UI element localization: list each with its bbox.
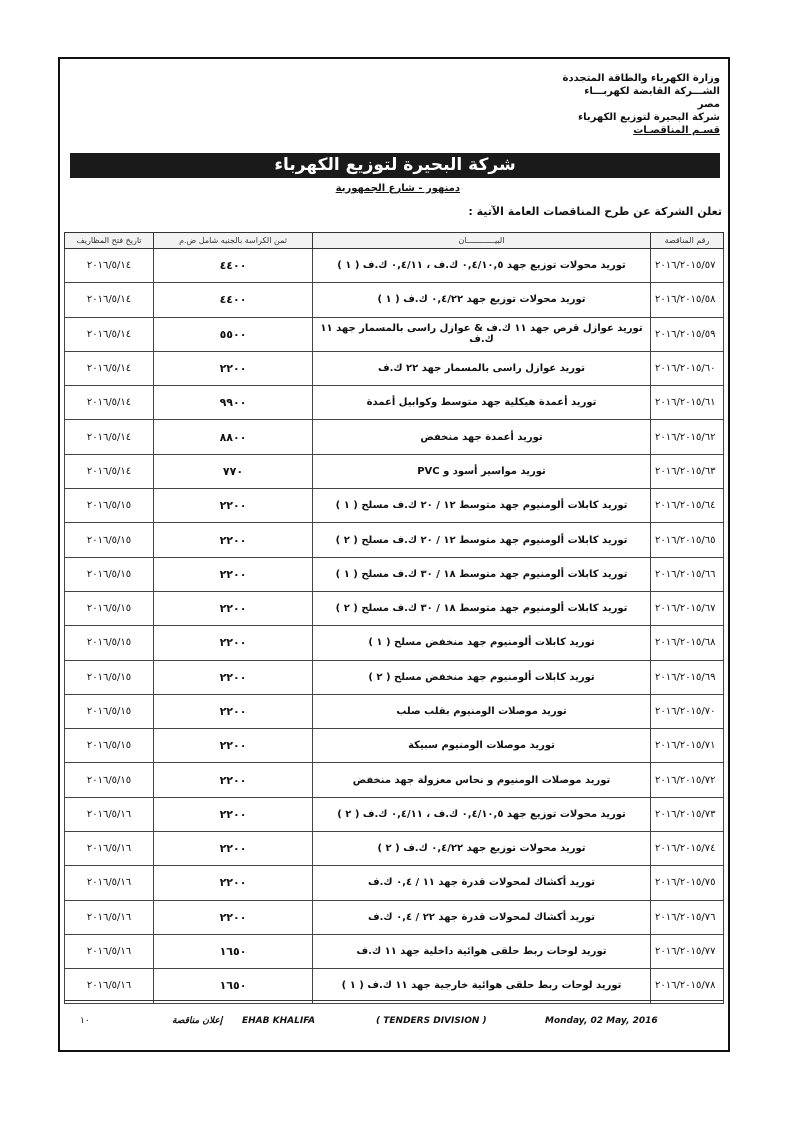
tender-description: توريد كابلات ألومنيوم جهد متوسط ١٨ / ٣٠ ك.ف مسلح ( ١ ) — [313, 557, 651, 591]
table-row — [65, 900, 724, 934]
company-name: شركة البحيرة لتوزيع الكهرباء — [578, 112, 720, 123]
booklet-price: ٨٨٠٠ — [154, 420, 313, 454]
table-header-row — [65, 233, 724, 249]
tender-number: ٢٠١٦/٢٠١٥/٥٨ — [651, 283, 724, 317]
tender-description: توريد كابلات ألومنيوم جهد منخفض مسلح ( ٢ ) — [313, 660, 651, 694]
tender-number: ٢٠١٦/٢٠١٥/٦٢ — [651, 420, 724, 454]
opening-date: ٢٠١٦/٥/١٥ — [65, 591, 154, 625]
booklet-price: ٢٢٠٠ — [154, 797, 313, 831]
tender-description: توريد كابلات ألومنيوم جهد منخفض مسلح ( ١ ) — [313, 626, 651, 660]
tender-description: توريد محولات توزيع جهد ٠,٤/١٠,٥ ك.ف ، ٠,٤/١١ ك.ف ( ١ ) — [313, 249, 651, 283]
tender-description: توريد موصلات الومنيوم سبيكة — [313, 729, 651, 763]
col-header-description: البيــــــــــــان — [313, 233, 651, 249]
opening-date: ٢٠١٦/٥/١٦ — [65, 832, 154, 866]
booklet-price: ٢٢٠٠ — [154, 489, 313, 523]
booklet-price: ٢٢٠٠ — [154, 626, 313, 660]
table-row — [65, 866, 724, 900]
table-row — [65, 626, 724, 660]
title-banner: شركة البحيرة لتوزيع الكهرباء — [70, 153, 720, 178]
opening-date: ٢٠١٦/٥/١٥ — [65, 489, 154, 523]
tender-description: توريد عوازل راسى بالمسمار جهد ٢٢ ك.ف — [313, 351, 651, 385]
tender-description: توريد أعمدة جهد منخفض — [313, 420, 651, 454]
tender-number: ٢٠١٦/٢٠١٥/٧٨ — [651, 969, 724, 1003]
tender-number: ٢٠١٦/٢٠١٥/٧٦ — [651, 900, 724, 934]
tender-description: توريد أعمدة هيكلية جهد متوسط وكوابيل أعمدة — [313, 386, 651, 420]
department-name: قسـم المناقصـات — [633, 125, 720, 136]
table-row — [65, 591, 724, 625]
tender-description: توريد محولات توزيع جهد ٠,٤/١٠,٥ ك.ف ، ٠,٤/١١ ك.ف ( ٢ ) — [313, 797, 651, 831]
tender-number: ٢٠١٦/٢٠١٥/٧٧ — [651, 934, 724, 968]
tender-number: ٢٠١٦/٢٠١٥/٦٥ — [651, 523, 724, 557]
opening-date: ٢٠١٦/٥/١٦ — [65, 900, 154, 934]
booklet-price: ٢٢٠٠ — [154, 557, 313, 591]
booklet-price: ٢٢٠٠ — [154, 729, 313, 763]
tender-description: توريد موصلات الومنيوم بقلب صلب — [313, 694, 651, 728]
table-row — [65, 729, 724, 763]
tender-description: توريد كابلات ألومنيوم جهد متوسط ١٢ / ٢٠ ك.ف مسلح ( ٢ ) — [313, 523, 651, 557]
tender-number: ٢٠١٦/٢٠١٥/٦٣ — [651, 454, 724, 488]
booklet-price: ٧٧٠ — [154, 454, 313, 488]
booklet-price: ٤٤٠٠ — [154, 283, 313, 317]
opening-date: ٢٠١٦/٥/١٥ — [65, 694, 154, 728]
opening-date: ٢٠١٦/٥/١٤ — [65, 420, 154, 454]
tender-number: ٢٠١٦/٢٠١٥/٧٤ — [651, 832, 724, 866]
opening-date: ٢٠١٦/٥/١٥ — [65, 660, 154, 694]
opening-date: ٢٠١٦/٥/١٤ — [65, 351, 154, 385]
table-row — [65, 454, 724, 488]
tender-description: توريد مواسير أسود و PVC — [313, 454, 651, 488]
tender-number: ٢٠١٦/٢٠١٥/٦٠ — [651, 351, 724, 385]
page-number: ١٠ — [80, 1016, 90, 1026]
intro-text: تعلن الشركة عن طرح المناقصات العامة الآتية : — [468, 205, 722, 218]
table-row — [65, 249, 724, 283]
tender-description: توريد موصلات الومنيوم و نحاس معزولة جهد منخفض — [313, 763, 651, 797]
table-row — [65, 489, 724, 523]
tender-number: ٢٠١٦/٢٠١٥/٥٧ — [651, 249, 724, 283]
footer-label: إعلان مناقصة — [172, 1016, 223, 1026]
opening-date: ٢٠١٦/٥/١٦ — [65, 797, 154, 831]
table-row — [65, 283, 724, 317]
tender-description: توريد محولات توزيع جهد ٠,٤/٢٢ ك.ف ( ٢ ) — [313, 832, 651, 866]
tenders-table — [64, 232, 724, 1004]
tender-number: ٢٠١٦/٢٠١٥/٦٧ — [651, 591, 724, 625]
tender-number: ٢٠١٦/٢٠١٥/٧٠ — [651, 694, 724, 728]
col-header-date: تاريخ فتح المظاريف — [65, 233, 154, 249]
table-row — [65, 934, 724, 968]
tender-description: توريد أكشاك لمحولات قدرة جهد ١١ / ٠,٤ ك.ف — [313, 866, 651, 900]
opening-date: ٢٠١٦/٥/١٥ — [65, 523, 154, 557]
tender-description: توريد أكشاك لمحولات قدرة جهد ٢٢ / ٠,٤ ك.ف — [313, 900, 651, 934]
booklet-price: ٢٢٠٠ — [154, 523, 313, 557]
tender-description: توريد كابلات ألومنيوم جهد متوسط ١٨ / ٣٠ ك.ف مسلح ( ٢ ) — [313, 591, 651, 625]
opening-date: ٢٠١٦/٥/١٥ — [65, 763, 154, 797]
table-row — [65, 969, 724, 1003]
tender-number: ٢٠١٦/٢٠١٥/٧٢ — [651, 763, 724, 797]
booklet-price: ٢٢٠٠ — [154, 832, 313, 866]
booklet-price: ٤٤٠٠ — [154, 249, 313, 283]
table-row — [65, 763, 724, 797]
opening-date: ٢٠١٦/٥/١٤ — [65, 454, 154, 488]
footer-divider — [64, 1000, 723, 1001]
opening-date: ٢٠١٦/٥/١٦ — [65, 969, 154, 1003]
tender-description: توريد كابلات ألومنيوم جهد متوسط ١٢ / ٢٠ ك.ف مسلح ( ١ ) — [313, 489, 651, 523]
booklet-price: ٩٩٠٠ — [154, 386, 313, 420]
booklet-price: ٢٢٠٠ — [154, 351, 313, 385]
booklet-price: ٢٢٠٠ — [154, 866, 313, 900]
tender-description: توريد لوحات ربط حلقى هوائية خارجية جهد ١١ ك.ف ( ١ ) — [313, 969, 651, 1003]
tender-number: ٢٠١٦/٢٠١٥/٧٥ — [651, 866, 724, 900]
booklet-price: ٢٢٠٠ — [154, 900, 313, 934]
opening-date: ٢٠١٦/٥/١٦ — [65, 934, 154, 968]
tender-number: ٢٠١٦/٢٠١٥/٦٩ — [651, 660, 724, 694]
opening-date: ٢٠١٦/٥/١٥ — [65, 729, 154, 763]
booklet-price: ٢٢٠٠ — [154, 694, 313, 728]
booklet-price: ١٦٥٠ — [154, 934, 313, 968]
booklet-price: ٥٥٠٠ — [154, 317, 313, 351]
table-row — [65, 694, 724, 728]
opening-date: ٢٠١٦/٥/١٤ — [65, 386, 154, 420]
ministry-name: وزارة الكهرباء والطاقة المتجددة — [562, 73, 720, 84]
booklet-price: ٢٢٠٠ — [154, 763, 313, 797]
company-address: دمنهور - شارع الجمهورية — [335, 183, 460, 194]
tender-number: ٢٠١٦/٢٠١٥/٦٨ — [651, 626, 724, 660]
footer-author: EHAB KHALIFA — [242, 1016, 316, 1026]
table-row — [65, 420, 724, 454]
tender-number: ٢٠١٦/٢٠١٥/٦٤ — [651, 489, 724, 523]
table-row — [65, 523, 724, 557]
tender-number: ٢٠١٦/٢٠١٥/٦٦ — [651, 557, 724, 591]
opening-date: ٢٠١٦/٥/١٤ — [65, 317, 154, 351]
table-row — [65, 660, 724, 694]
footer-date: Monday, 02 May, 2016 — [545, 1016, 658, 1026]
footer-division: ( TENDERS DIVISION ) — [376, 1016, 487, 1026]
tender-number: ٢٠١٦/٢٠١٥/٥٩ — [651, 317, 724, 351]
booklet-price: ١٦٥٠ — [154, 969, 313, 1003]
booklet-price: ٢٢٠٠ — [154, 591, 313, 625]
table-row — [65, 386, 724, 420]
tender-number: ٢٠١٦/٢٠١٥/٧٣ — [651, 797, 724, 831]
booklet-price: ٢٢٠٠ — [154, 660, 313, 694]
table-row — [65, 351, 724, 385]
opening-date: ٢٠١٦/٥/١٤ — [65, 249, 154, 283]
tender-number: ٢٠١٦/٢٠١٥/٧١ — [651, 729, 724, 763]
tender-description: توريد محولات توزيع جهد ٠,٤/٢٢ ك.ف ( ١ ) — [313, 283, 651, 317]
opening-date: ٢٠١٦/٥/١٤ — [65, 283, 154, 317]
table-row — [65, 557, 724, 591]
opening-date: ٢٠١٦/٥/١٥ — [65, 626, 154, 660]
col-header-price: ثمن الكراسة بالجنيه شامل ض.م — [154, 233, 313, 249]
tender-description: توريد عوازل قرص جهد ١١ ك.ف & عوازل راسى بالمسمار جهد ١١ ك.ف — [313, 317, 651, 351]
tender-description: توريد لوحات ربط حلقى هوائية داخلية جهد ١١ ك.ف — [313, 934, 651, 968]
opening-date: ٢٠١٦/٥/١٦ — [65, 866, 154, 900]
col-header-number: رقم المناقصة — [651, 233, 724, 249]
tender-number: ٢٠١٦/٢٠١٥/٦١ — [651, 386, 724, 420]
opening-date: ٢٠١٦/٥/١٥ — [65, 557, 154, 591]
table-row — [65, 797, 724, 831]
table-row — [65, 832, 724, 866]
holding-company-name: الشـــركة القابضة لكهربـــاء مصر — [584, 86, 720, 110]
letterhead — [560, 72, 720, 137]
table-row — [65, 317, 724, 351]
